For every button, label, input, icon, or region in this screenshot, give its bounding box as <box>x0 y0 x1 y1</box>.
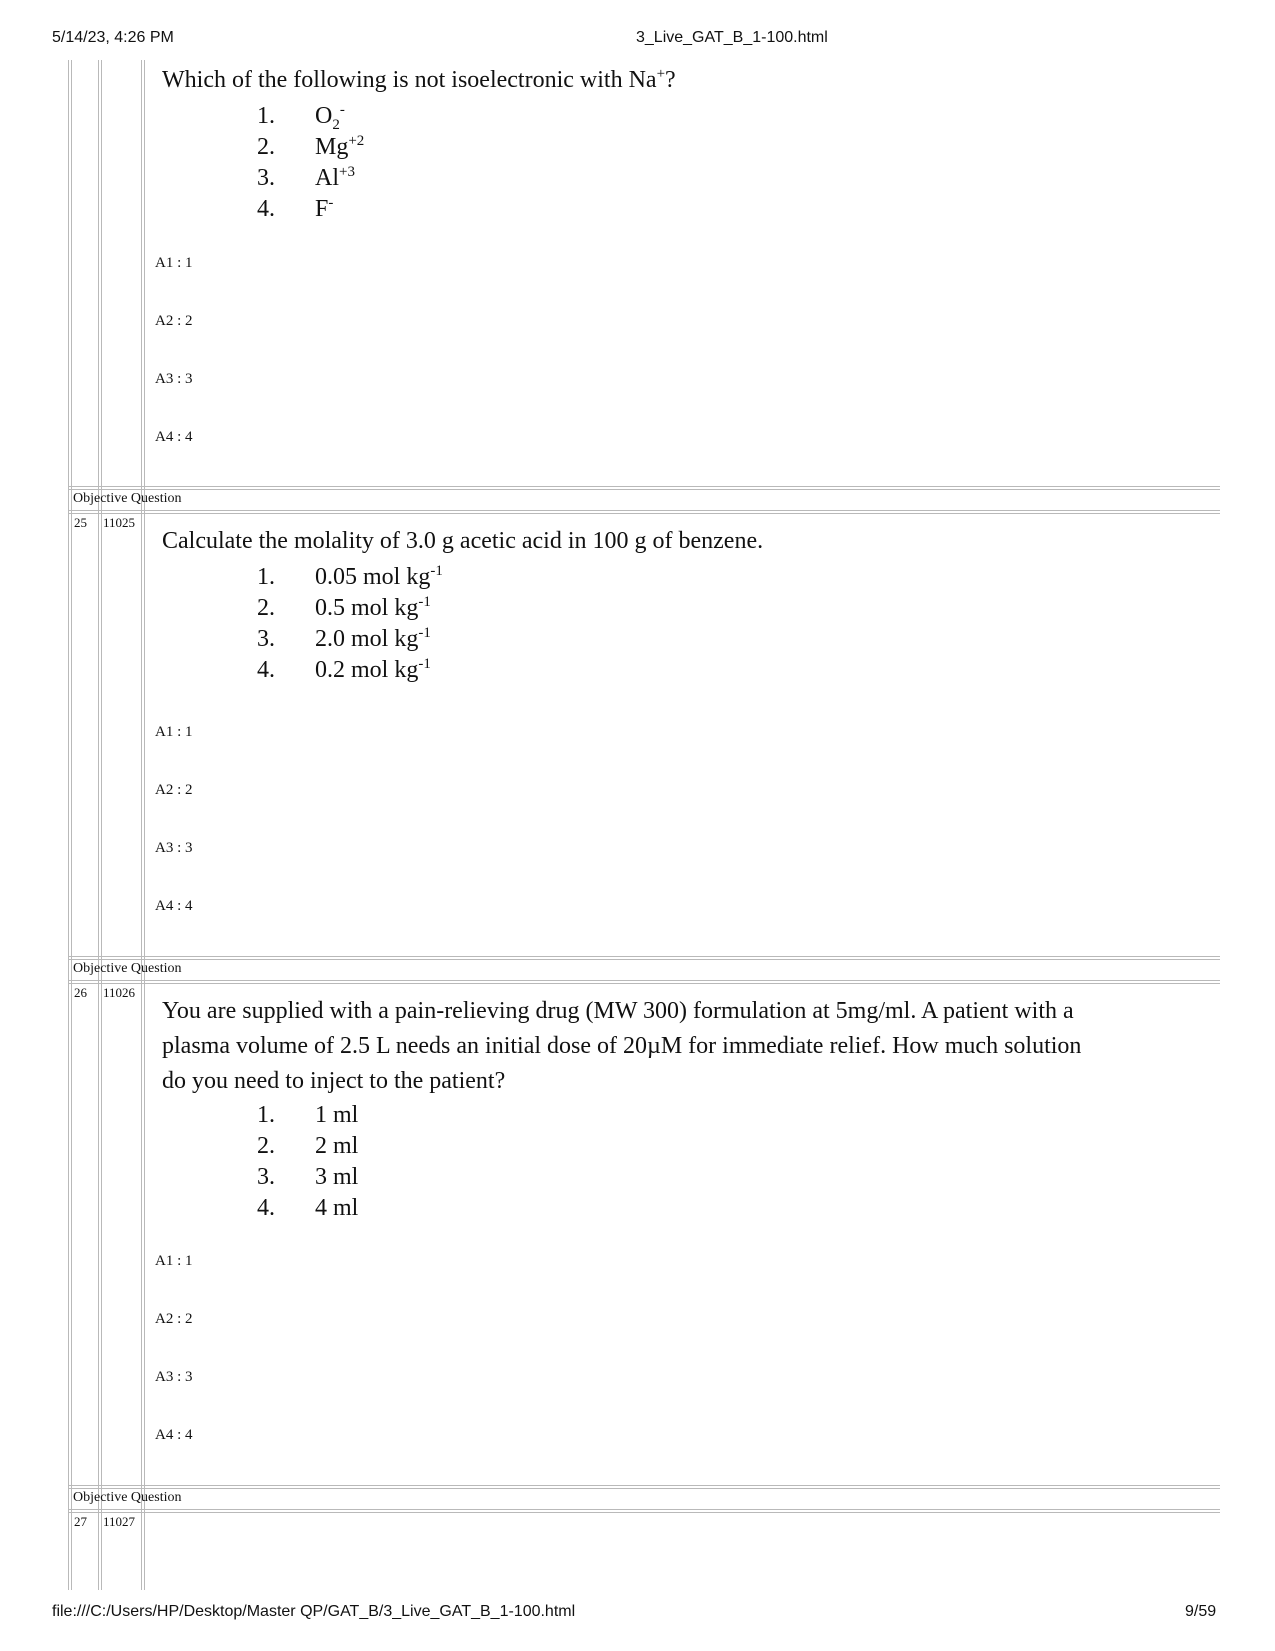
answer-key-4: A4 : 4 <box>155 898 193 914</box>
option-4: 4. 0.2 mol $kg^{-1}$ <box>257 656 431 683</box>
answer-key-3: A3 : 3 <box>155 371 193 387</box>
print-file-path: file:///C:/Users/HP/Desktop/Master QP/GAT_B/3_Live_GAT_B_1-100.html <box>52 1603 576 1620</box>
options-list <box>257 1100 358 1224</box>
answer-key-1: A1 : 1 <box>155 255 193 271</box>
answer-key-1: A1 : 1 <box>155 724 193 740</box>
question-type-label: Objective Question <box>73 491 182 506</box>
question-number: 27 <box>74 1514 87 1529</box>
stem-line: do you need to inject to the patient? <box>162 1068 506 1094</box>
option-2: 2. 0.5 mol $kg^{-1}$ <box>257 594 431 621</box>
option-1: 1. $O_2^-$ <box>257 102 345 133</box>
options-list <box>257 562 443 686</box>
answer-key-2: A2 : 2 <box>155 1311 193 1327</box>
option-1: 1. 1 ml <box>257 1102 359 1128</box>
answer-key-4: A4 : 4 <box>155 1427 193 1443</box>
answer-key-2: A2 : 2 <box>155 782 193 798</box>
stem-line: plasma volume of 2.5 L needs an initial dose of 20µM for immediate relief. How much solution <box>162 1033 1082 1059</box>
option-4: 4. F- <box>257 195 334 222</box>
question-id: 11025 <box>103 515 136 530</box>
print-doc-title: 3_Live_GAT_B_1-100.html <box>636 29 828 46</box>
option-3: 3. 2.0 mol $kg^{-1}$ <box>257 625 431 652</box>
answer-key-1: A1 : 1 <box>155 1253 193 1269</box>
option-4: 4. 4 ml <box>257 1195 359 1221</box>
question-stem: Calculate the molality of 3.0 g acetic acid in 100 g of benzene. <box>162 528 764 554</box>
question-id: 11027 <box>103 1514 136 1529</box>
answer-key-2: A2 : 2 <box>155 313 193 329</box>
question-number: 25 <box>74 515 87 530</box>
print-page-number: 9/59 <box>1185 1603 1217 1620</box>
question-number: 26 <box>74 985 87 1000</box>
stem-line: You are supplied with a pain-relieving drug (MW 300) formulation at 5mg/ml. A patient with a <box>162 998 1074 1024</box>
option-2: 2. 2 ml <box>257 1133 359 1159</box>
option-3: 3. $Al^{+3}$ <box>257 164 355 191</box>
question-id: 11026 <box>103 985 136 1000</box>
option-1: 1. 0.05 mol $kg^{-1}$ <box>257 563 443 590</box>
answer-key-4: A4 : 4 <box>155 429 193 445</box>
question-type-label: Objective Question <box>73 961 182 976</box>
answer-key-3: A3 : 3 <box>155 1369 193 1385</box>
answer-key-3: A3 : 3 <box>155 840 193 856</box>
option-2: 2. $Mg^{+2}$ <box>257 133 365 160</box>
question-stem <box>162 994 1081 1099</box>
question-stem: Which of the following is not isoelectronic with Na+? <box>162 66 676 93</box>
options-list <box>257 101 364 225</box>
question-type-label: Objective Question <box>73 1490 182 1505</box>
print-datetime: 5/14/23, 4:26 PM <box>52 29 174 46</box>
option-3: 3. 3 ml <box>257 1164 359 1190</box>
